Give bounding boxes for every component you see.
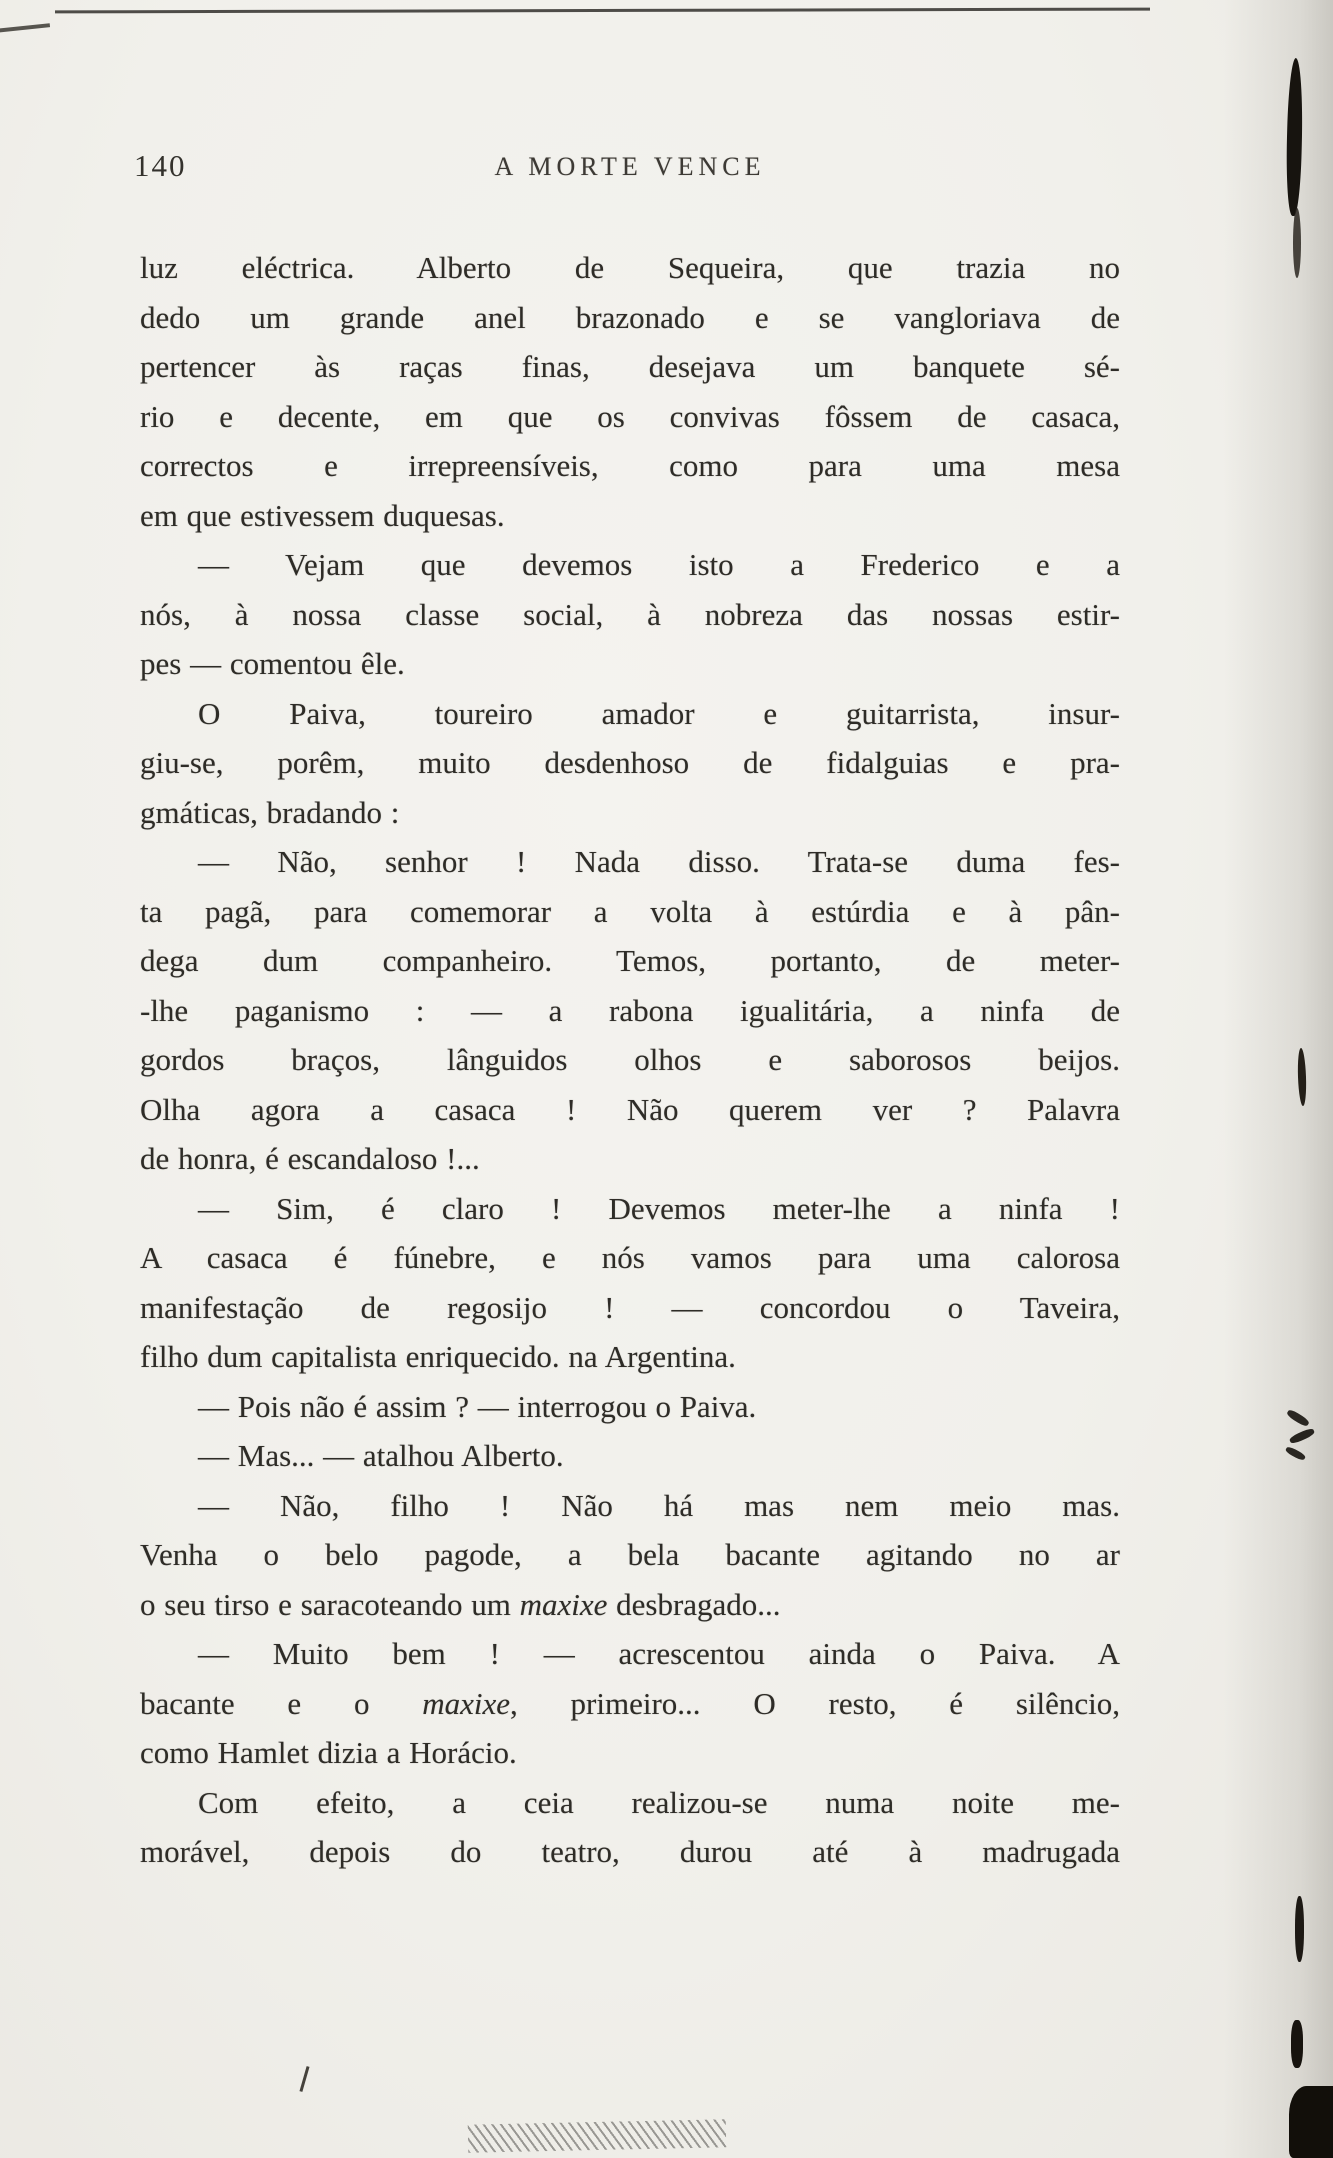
text-segment: — Não, senhor ! Nada disso. Trata-se duma fes- — [198, 844, 1120, 879]
text-segment: , primeiro... O resto, é silêncio, — [510, 1685, 1120, 1721]
italic-word: maxixe — [519, 1586, 608, 1622]
text-line — [140, 887, 1120, 937]
text-segment: o seu tirso e saracoteando um — [140, 1586, 520, 1622]
text-line — [140, 1530, 1120, 1580]
text-segment: bacante e o — [140, 1685, 423, 1721]
text-segment: ta pagã, para comemorar a volta à estúrdia e à pân- — [140, 893, 1120, 929]
page-number: 140 — [134, 148, 187, 183]
scan-artifact-ink-mark — [1293, 208, 1301, 278]
text-segment: O Paiva, toureiro amador e guitarrista, insur- — [198, 695, 1120, 731]
text-segment: — Não, filho ! Não há mas nem meio mas. — [198, 1487, 1120, 1523]
text-segment: dedo um grande anel brazonado e se vangloriava de — [140, 299, 1120, 335]
text-line — [140, 1481, 1120, 1531]
text-line — [140, 1332, 1120, 1382]
text-segment: giu-se, porêm, muito desdenhoso de fidalguias e pra- — [140, 745, 1120, 780]
text-segment: — Pois não é assim ? — interrogou o Paiva. — [198, 1388, 757, 1424]
text-segment: dega dum companheiro. Temos, portanto, de meter- — [140, 943, 1120, 978]
text-line — [140, 392, 1120, 442]
text-segment: de honra, é escandaloso !... — [140, 1141, 480, 1176]
text-line — [140, 342, 1120, 392]
scan-artifact-edge-dash — [0, 23, 50, 33]
scan-artifact-top-rule — [55, 8, 1150, 14]
text-line — [140, 639, 1120, 689]
scan-artifact-ink-mark — [1291, 2020, 1303, 2068]
text-segment: — Mas... — atalhou Alberto. — [198, 1438, 564, 1473]
text-line — [140, 1035, 1120, 1085]
text-line — [140, 243, 1120, 293]
text-line — [140, 491, 1120, 541]
text-segment: Com efeito, a ceia realizou-se numa noite me- — [198, 1784, 1120, 1820]
scan-artifact-ink-mark — [1295, 1896, 1304, 1962]
text-line — [140, 738, 1120, 788]
text-segment: gordos braços, lânguidos olhos e saborosos beijos. — [140, 1042, 1120, 1077]
scan-artifact-stray-mark — [299, 2066, 309, 2092]
text-segment: — Sim, é claro ! Devemos meter-lhe a ninfa ! — [198, 1190, 1120, 1226]
text-segment: pertencer às raças finas, desejava um banquete sé- — [140, 349, 1120, 384]
text-segment: manifestação de regosijo ! — concordou o Taveira, — [140, 1289, 1120, 1325]
text-line — [140, 1233, 1120, 1283]
text-line — [140, 1085, 1120, 1135]
text-line — [140, 1184, 1120, 1234]
text-line — [140, 1629, 1120, 1679]
text-line — [140, 590, 1120, 640]
text-line — [140, 540, 1120, 590]
text-line — [140, 837, 1120, 887]
text-line — [140, 788, 1120, 838]
text-segment: nós, à nossa classe social, à nobreza das nossas estir- — [140, 596, 1120, 632]
text-segment: em que estivessem duquesas. — [140, 497, 505, 533]
text-segment: pes — comentou êle. — [140, 646, 405, 681]
text-line — [140, 689, 1120, 739]
scan-artifact-page-edge — [468, 2119, 727, 2152]
text-line — [140, 1728, 1120, 1778]
binding-shadow — [1223, 0, 1333, 2158]
text-line — [140, 1778, 1120, 1828]
text-segment: como Hamlet dizia a Horácio. — [140, 1735, 517, 1770]
text-line — [140, 1431, 1120, 1481]
text-line — [140, 1827, 1120, 1877]
text-segment: -lhe paganismo : — a rabona igualitária, a ninfa de — [140, 992, 1120, 1028]
text-segment: gmáticas, bradando : — [140, 794, 400, 830]
text-segment: Olha agora a casaca ! Não querem ver ? Palavra — [140, 1091, 1120, 1127]
text-segment: desbragado... — [607, 1586, 781, 1622]
running-title: A MORTE VENCE — [494, 152, 766, 181]
italic-word: maxixe — [422, 1685, 511, 1721]
text-segment: Venha o belo pagode, a bela bacante agitando no ar — [140, 1537, 1120, 1572]
text-line — [140, 1283, 1120, 1333]
text-line — [140, 1382, 1120, 1432]
page-header — [134, 146, 1120, 192]
text-segment: luz eléctrica. Alberto de Sequeira, que trazia no — [140, 250, 1120, 285]
text-segment: filho dum capitalista enriquecido. na Argentina. — [140, 1339, 736, 1374]
text-segment: A casaca é fúnebre, e nós vamos para uma calorosa — [140, 1240, 1120, 1275]
text-line — [140, 986, 1120, 1036]
text-line — [140, 1134, 1120, 1184]
text-line — [140, 1580, 1120, 1630]
text-segment: — Muito bem ! — acrescentou ainda o Paiva. A — [198, 1636, 1120, 1671]
text-segment: — Vejam que devemos isto a Frederico e a — [198, 547, 1120, 582]
text-segment: correctos e irrepreensíveis, como para uma mesa — [140, 448, 1120, 483]
text-line — [140, 936, 1120, 986]
text-line — [140, 293, 1120, 343]
text-line — [140, 441, 1120, 491]
scan-artifact-corner-blob — [1289, 2086, 1333, 2158]
body-text — [140, 243, 1120, 1877]
text-segment: rio e decente, em que os convivas fôssem de casaca, — [140, 398, 1120, 434]
text-segment: morável, depois do teatro, durou até à madrugada — [140, 1834, 1120, 1869]
text-line — [140, 1679, 1120, 1729]
